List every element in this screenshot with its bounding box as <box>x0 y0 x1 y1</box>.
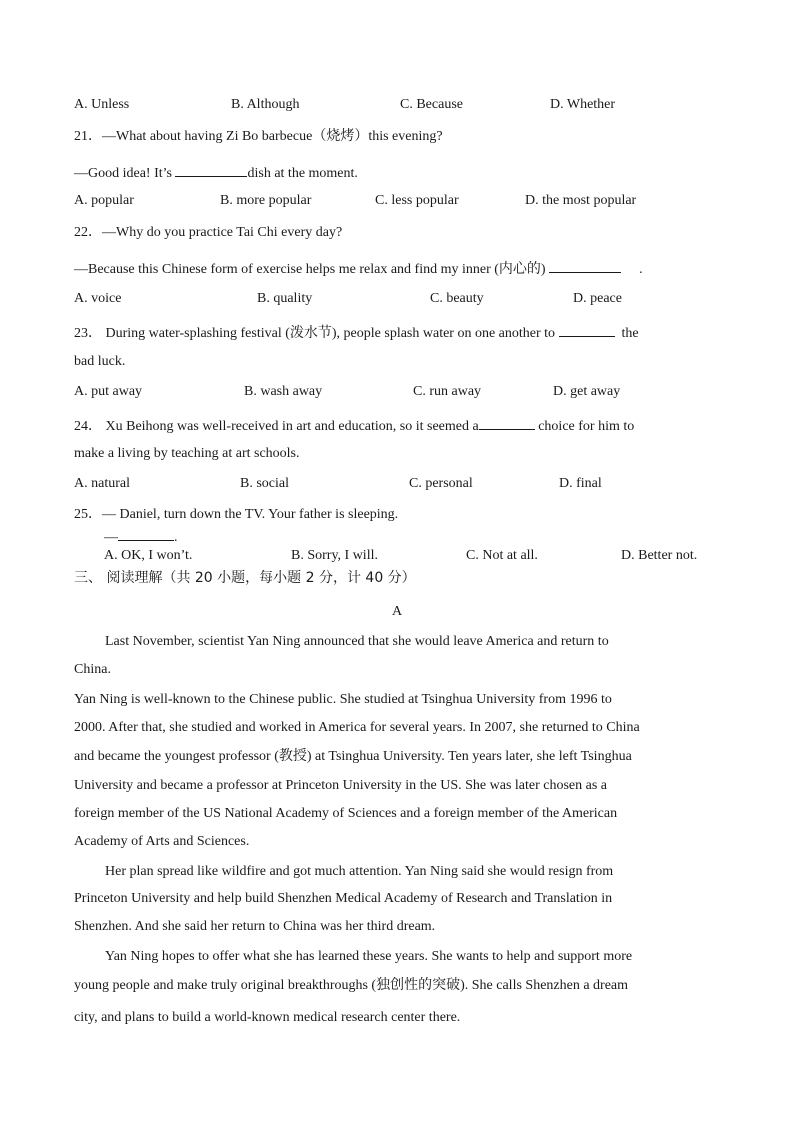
q21-option-b: B. more popular <box>220 193 312 208</box>
q24-answer-blank <box>479 415 535 430</box>
passage-p4-line1: Yan Ning hopes to offer what she has learned these years. She wants to help and support more <box>105 949 633 964</box>
q23-option-d: D. get away <box>553 384 621 399</box>
q21-reply-after: dish at the moment. <box>247 166 358 181</box>
q24-option-d: D. final <box>559 476 602 491</box>
q24-option-a: A. natural <box>74 476 130 491</box>
q25-reply-before: — <box>104 530 118 545</box>
q23-line1 <box>74 322 639 343</box>
passage-label: A <box>391 604 403 619</box>
q25-answer-blank <box>118 526 174 541</box>
q24-line2: make a living by teaching at art schools. <box>74 446 300 461</box>
q25-option-d: D. Better not. <box>621 548 698 563</box>
q20-option-d: D. Whether <box>550 97 616 112</box>
q25-stem: 25．— Daniel, turn down the TV. Your father is sleeping. <box>74 507 399 522</box>
q25-option-a: A. OK, I won’t. <box>104 548 193 563</box>
passage-p1-line2: China. <box>74 662 111 677</box>
q22-option-a: A. voice <box>74 291 122 306</box>
q23-option-b: B. wash away <box>244 384 323 399</box>
q24-option-c: C. personal <box>409 476 473 491</box>
q21-option-c: C. less popular <box>375 193 459 208</box>
q20-option-c: C. Because <box>400 97 463 112</box>
passage-p3-line3: Shenzhen. And she said her return to China was her third dream. <box>74 919 436 934</box>
q23-answer-blank <box>559 322 615 337</box>
q25-option-c: C. Not at all. <box>466 548 538 563</box>
passage-p1-line1: Last November, scientist Yan Ning announced that she would leave America and return to <box>105 634 609 649</box>
q24-option-b: B. social <box>240 476 289 491</box>
q25-reply <box>104 526 178 547</box>
q24-line1-before: 24． Xu Beihong was well-received in art and education, so it seemed a <box>74 419 479 434</box>
passage-p3-line2: Princeton University and help build Shenzhen Medical Academy of Research and Translation in <box>74 891 613 906</box>
passage-p4-line2: young people and make truly original breakthroughs (独创性的突破). She calls Shenzhen a dream <box>74 978 629 993</box>
q23-line1-after: the <box>621 326 639 341</box>
q24-line1-after: choice for him to <box>538 419 635 434</box>
q21-reply <box>74 162 358 183</box>
passage-p2-line6: Academy of Arts and Sciences. <box>74 834 250 849</box>
q23-line2: bad luck. <box>74 354 126 369</box>
q23-option-a: A. put away <box>74 384 143 399</box>
q21-option-d: D. the most popular <box>525 193 637 208</box>
q22-option-c: C. beauty <box>430 291 484 306</box>
passage-p2-line2: 2000. After that, she studied and worked in America for several years. In 2007, she returned to China <box>74 720 640 735</box>
q21-reply-before: —Good idea! It’s <box>74 166 176 181</box>
section-title: 三、 阅读理解（共 20 小题，每小题 2 分，计 40 分） <box>74 570 416 586</box>
q21-option-a: A. popular <box>74 193 134 208</box>
q25-option-b: B. Sorry, I will. <box>291 548 378 563</box>
passage-p4-line3: city, and plans to build a world-known medical research center there. <box>74 1010 461 1025</box>
q20-option-a: A. Unless <box>74 97 130 112</box>
passage-p2-line3: and became the youngest professor (教授) at Tsinghua University. Ten years later, she left Tsinghua <box>74 749 632 764</box>
q21-stem: 21．—What about having Zi Bo barbecue（烧烤）this evening? <box>74 129 443 144</box>
q23-line1-before: 23． During water-splashing festival (泼水节), people splash water on one another to <box>74 326 559 341</box>
q22-answer-blank <box>549 258 621 273</box>
q22-reply-before: —Because this Chinese form of exercise helps me relax and find my inner (内心的) <box>74 262 550 277</box>
q24-line1 <box>74 415 634 436</box>
q22-reply <box>74 258 643 279</box>
passage-p3-line1: Her plan spread like wildfire and got much attention. Yan Ning said she would resign from <box>105 864 614 879</box>
q22-option-d: D. peace <box>573 291 622 306</box>
q20-option-b: B. Although <box>231 97 300 112</box>
q21-answer-blank <box>175 162 247 177</box>
passage-p2-line4: University and became a professor at Princeton University in the US. She was later chosen as a <box>74 778 608 793</box>
q23-option-c: C. run away <box>413 384 482 399</box>
q25-reply-after: . <box>174 530 178 545</box>
passage-p2-line5: foreign member of the US National Academy of Sciences and a foreign member of the American <box>74 806 618 821</box>
q22-stem: 22．—Why do you practice Tai Chi every day? <box>74 225 343 240</box>
passage-p2-line1: Yan Ning is well-known to the Chinese public. She studied at Tsinghua University from 1996 to <box>74 692 612 707</box>
q22-option-b: B. quality <box>257 291 313 306</box>
q22-reply-after: . <box>639 262 643 277</box>
